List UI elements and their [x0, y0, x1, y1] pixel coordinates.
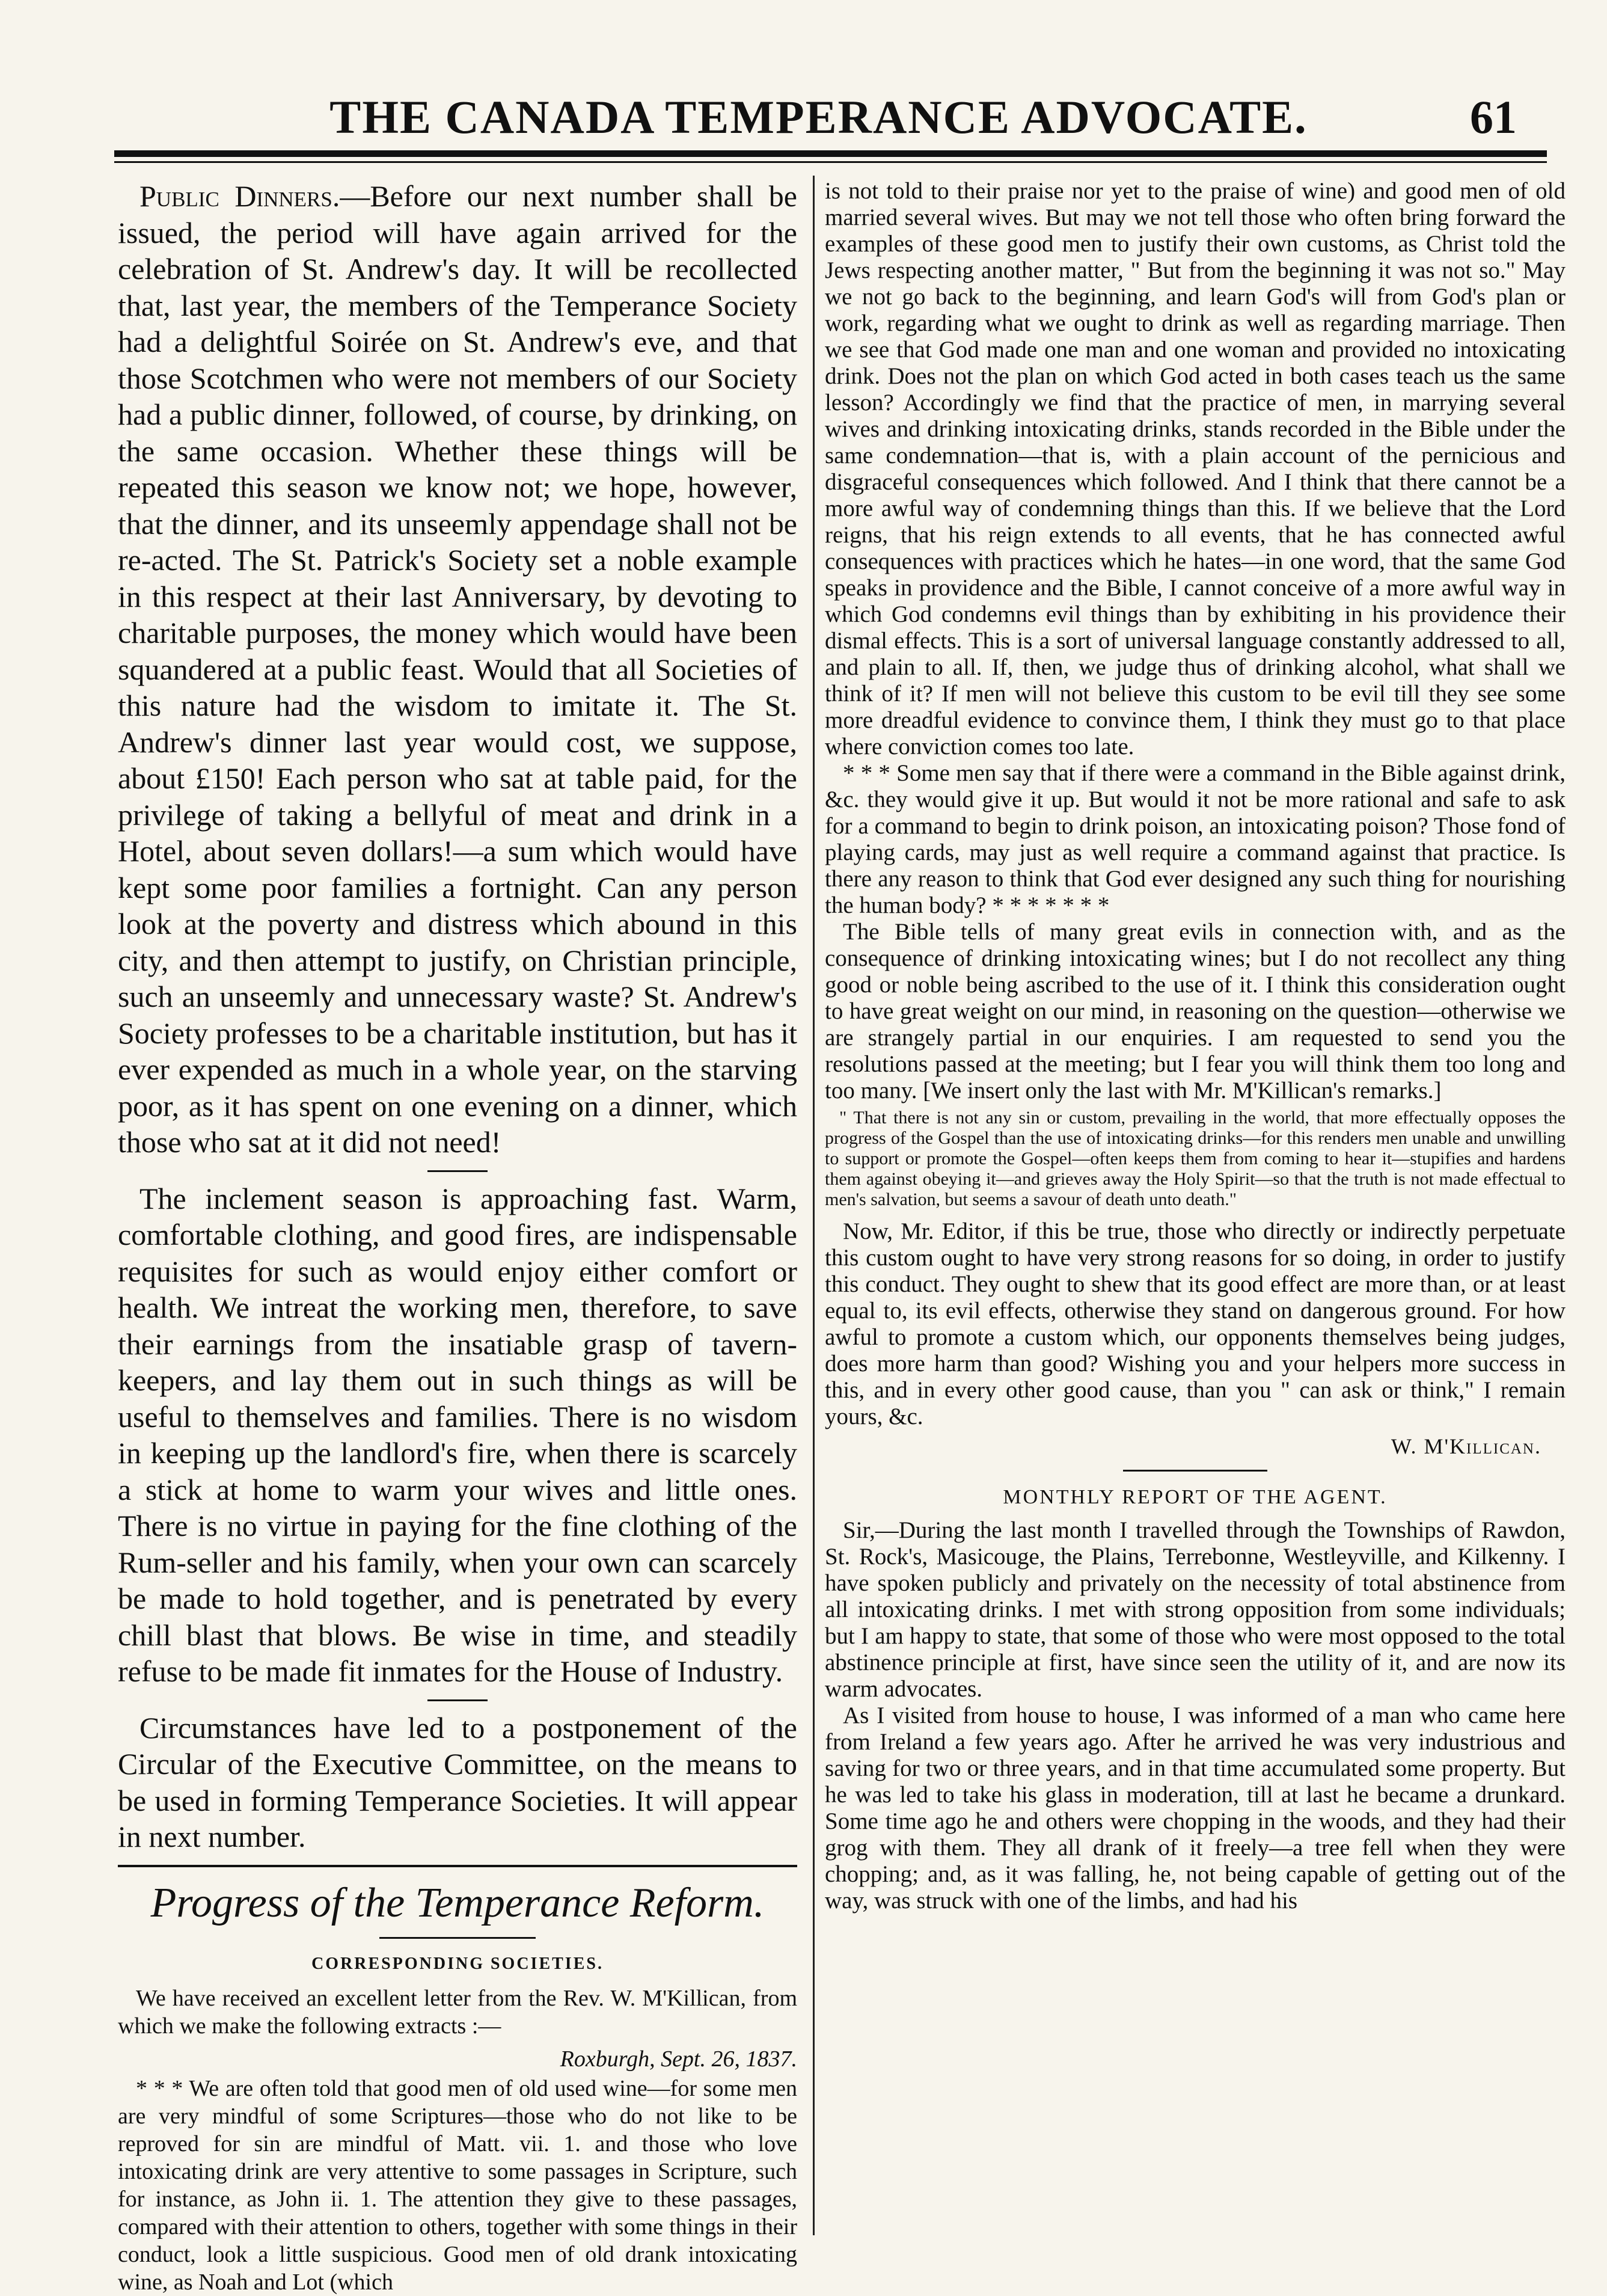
letter-continued: is not told to their praise nor yet to the praise of wine) and good men of old married several wives. But may we not tell those who often bring forward the examples of these good men to justify their own customs, as Christ told the Jews respecting another matter, " But from the beginning it was not so." May we not go back to the beginning, and learn God's will from God's plan or work, regarding what we ought to drink as well as regarding marriage. Then we see that God made one man and one woman and provided no intoxicating drink. Does not the plan on which God acted in both cases teach us the same lesson? Accordingly we find that the practice of men, in marrying several wives and drinking intoxicating drinks, stands recorded in the Bible under the same condemnation—that is, with a plain account of the pernicious and disgraceful consequences which followed. And I think that there cannot be a more awful way of condemning things than this. If we believe that the Lord reigns, that his reign extends to all events, that he has connected awful consequences with practices which he hates—in one word, that the same God speaks in providence and the Bible, I cannot conceive of a more awful way in which God condemns evil things than by exhibiting in his providence their dismal effects. This is a sort of universal language constantly addressed to all, and plain to all. If, then, we judge thus of drinking alcohol, what shall we think of it? If men will not believe this custom to be evil till they see some more dreadful evidence to convince them, I think they must go to that place where conviction comes too late. [825, 178, 1566, 760]
section-separator [118, 1865, 797, 1867]
letter-signature: W. M'Killican. [1391, 1434, 1541, 1458]
inclement-season-article: The inclement season is approaching fast. Warm, comfortable clothing, and good fires, are indispensable requisites for such as would enjoy either comfort or health. We intreat the working men, therefore, to save their earnings from the insatiable grasp of tavern-keepers, and lay them out in such things as will be useful to themselves and families. There is no wisdom in keeping up the landlord's fire, when there is scarcely a stick at home to warm your wives and little ones. There is no virtue in paying for the fine clothing of the Rum-seller and his family, when your own can scarcely be made to hold together, and is penetrated by every chill blast that blows. Be wise in time, and steadily refuse to be made fit inmates for the House of Industry. [118, 1181, 797, 1688]
article-separator [427, 1699, 488, 1701]
letter-dateline: Roxburgh, Sept. 26, 1837. [560, 2046, 797, 2072]
circumstances-notice: Circumstances have led to a postponement of the Circular of the Executive Committee, on the means to be used in forming Temperance Societies. It will appear in next number. [118, 1710, 797, 1853]
article-separator [427, 1170, 488, 1172]
progress-section-title: Progress of the Temperance Reform. [150, 1879, 765, 1926]
article-separator [1123, 1470, 1267, 1472]
public-dinners-article [118, 178, 797, 1161]
page-number: 61 [1470, 91, 1517, 143]
header-rule-thin [114, 161, 1547, 163]
letter-bible-tells: The Bible tells of many great evils in connection with, and as the consequence of drinking intoxicating wines; but I do not recollect any thing good or noble being ascribed to the use of it. I think this consideration ought to have great weight on our mind, in reasoning on the question—otherwise we are strangely partial in our enquiries. I am requested to send you the resolutions passed at the meeting; but I fear you will think them too long and too many. [We insert only the last with Mr. M'Killican's remarks.] [825, 919, 1566, 1103]
left-column [118, 178, 797, 2295]
public-dinners-text: —Before our next number shall be issued, the period will have again arrived for the celebration of St. Andrew's day. It will be recollected that, last year, the members of the Temperance Society had a delightful Soirée on St. Andrew's eve, and that those Scotchmen who were not members of our Society had a public dinner, followed, of course, by drinking, on the same occasion. Whether these things will be repeated this season we know not; we hope, however, that the dinner, and its unseemly appendage shall not be re-acted. The St. Patrick's Society set a noble example in this respect at their last Anniversary, by devoting to charitable purposes, the money which would have been squandered at a public feast. Would that all Societies of this nature had the wisdom to imitate it. The St. Andrew's dinner last year would cost, we suppose, about £150! Each person who sat at table paid, for the privilege of taking a bellyful of meat and drink in a Hotel, about seven dollars!—a sum which would have kept some poor families a fortnight. Can any person look at the poverty and distress which abound in this city, and then attempt to justify, on Christian principle, such an unseemly and unnecessary waste? St. Andrew's Society professes to be a charitable institution, but has it ever expended as much in a whole year, on the starving poor, as it has spent on one evening on a dinner, which those who sat at it did not need! [118, 179, 797, 1159]
public-dinners-heading: Public Dinners. [139, 179, 340, 213]
masthead-title: THE CANADA TEMPERANCE ADVOCATE. [329, 91, 1308, 143]
page-header [114, 90, 1523, 144]
letter-intro: We have received an excellent letter from the Rev. W. M'Killican, from which we make the following extracts :— [118, 1985, 797, 2039]
resolution-quote: " That there is not any sin or custom, prevailing in the world, that more effectually opposes the progress of the Gospel than the use of intoxicating drinks—for this renders men unable and unwilling to support or promote the Gospel—often keeps them from coming to hear it—stupifies and hardens them against obeying it—and grieves away the Holy Spirit—so that the truth is not made effectual to men's salvation, but seems a savour of death unto death." [825, 1108, 1566, 1209]
letter-extract: * * * We are often told that good men of old used wine—for some men are very mindful of some Scriptures—those who do not like to be reproved for sin are mindful of Matt. vii. 1. and those who love intoxicating drink are very attentive to some passages in Scripture, such for instance, as John ii. 1. The attention they give to these passages, compared with their attention to others, together with some things in their conduct, look a little suspicious. Good men of old drank intoxicating wine, as Noah and Lot (which [118, 2075, 797, 2295]
header-rule-thick [114, 150, 1547, 157]
title-underline [379, 1937, 536, 1939]
report-paragraph-1: Sir,—During the last month I travelled through the Townships of Rawdon, St. Rock's, Masicouge, the Plains, Terrebonne, Westleyville, and Kilkenny. I have spoken publicly and privately on the necessity of total abstinence from all intoxicating drinks. I met with strong opposition from some individuals; but I am happy to state, that some of those who were most opposed to the total abstinence principle at first, have since seen the utility of it, and are now its warm advocates. [825, 1517, 1566, 1702]
monthly-report-title: MONTHLY REPORT OF THE AGENT. [1003, 1486, 1388, 1508]
column-divider [813, 176, 815, 2235]
corresponding-societies-heading: CORRESPONDING SOCIETIES. [311, 1954, 604, 1973]
letter-some-men: * * * Some men say that if there were a command in the Bible against drink, &c. they would give it up. But would it not be more rational and safe to ask for a command to begin to drink poison, an intoxicating poison? Those fond of playing cards, may just as well require a command against that practice. Is there any reason to think that God ever designed any such thing for nourishing the human body? * * * * * * * [825, 760, 1566, 918]
right-column [825, 178, 1566, 2235]
report-paragraph-2: As I visited from house to house, I was informed of a man who came here from Ireland a few years ago. After he arrived he was very industrious and saving for two or three years, and in that time accumulated some property. But he was led to take his glass in moderation, till at last he became a drunkard. Some time ago he and others were chopping in the woods, and they had their grog with them. They all drank of it freely—a tree fell when they were chopping; and, as it was falling, he, not being capable of getting out of the way, was struck with one of the limbs, and had his [825, 1702, 1566, 1914]
letter-closing: Now, Mr. Editor, if this be true, those who directly or indirectly perpetuate this custom ought to have very strong reasons for so doing, in order to justify this conduct. They ought to shew that its good effect are more than, or at least equal to, its evil effects, otherwise they stand on dangerous ground. For how awful to promote a custom which, our opponents themselves being judges, does more harm than good? Wishing you and your helpers more success in this, and in every other good cause, than you " can ask or think," I remain yours, &c. [825, 1218, 1566, 1429]
